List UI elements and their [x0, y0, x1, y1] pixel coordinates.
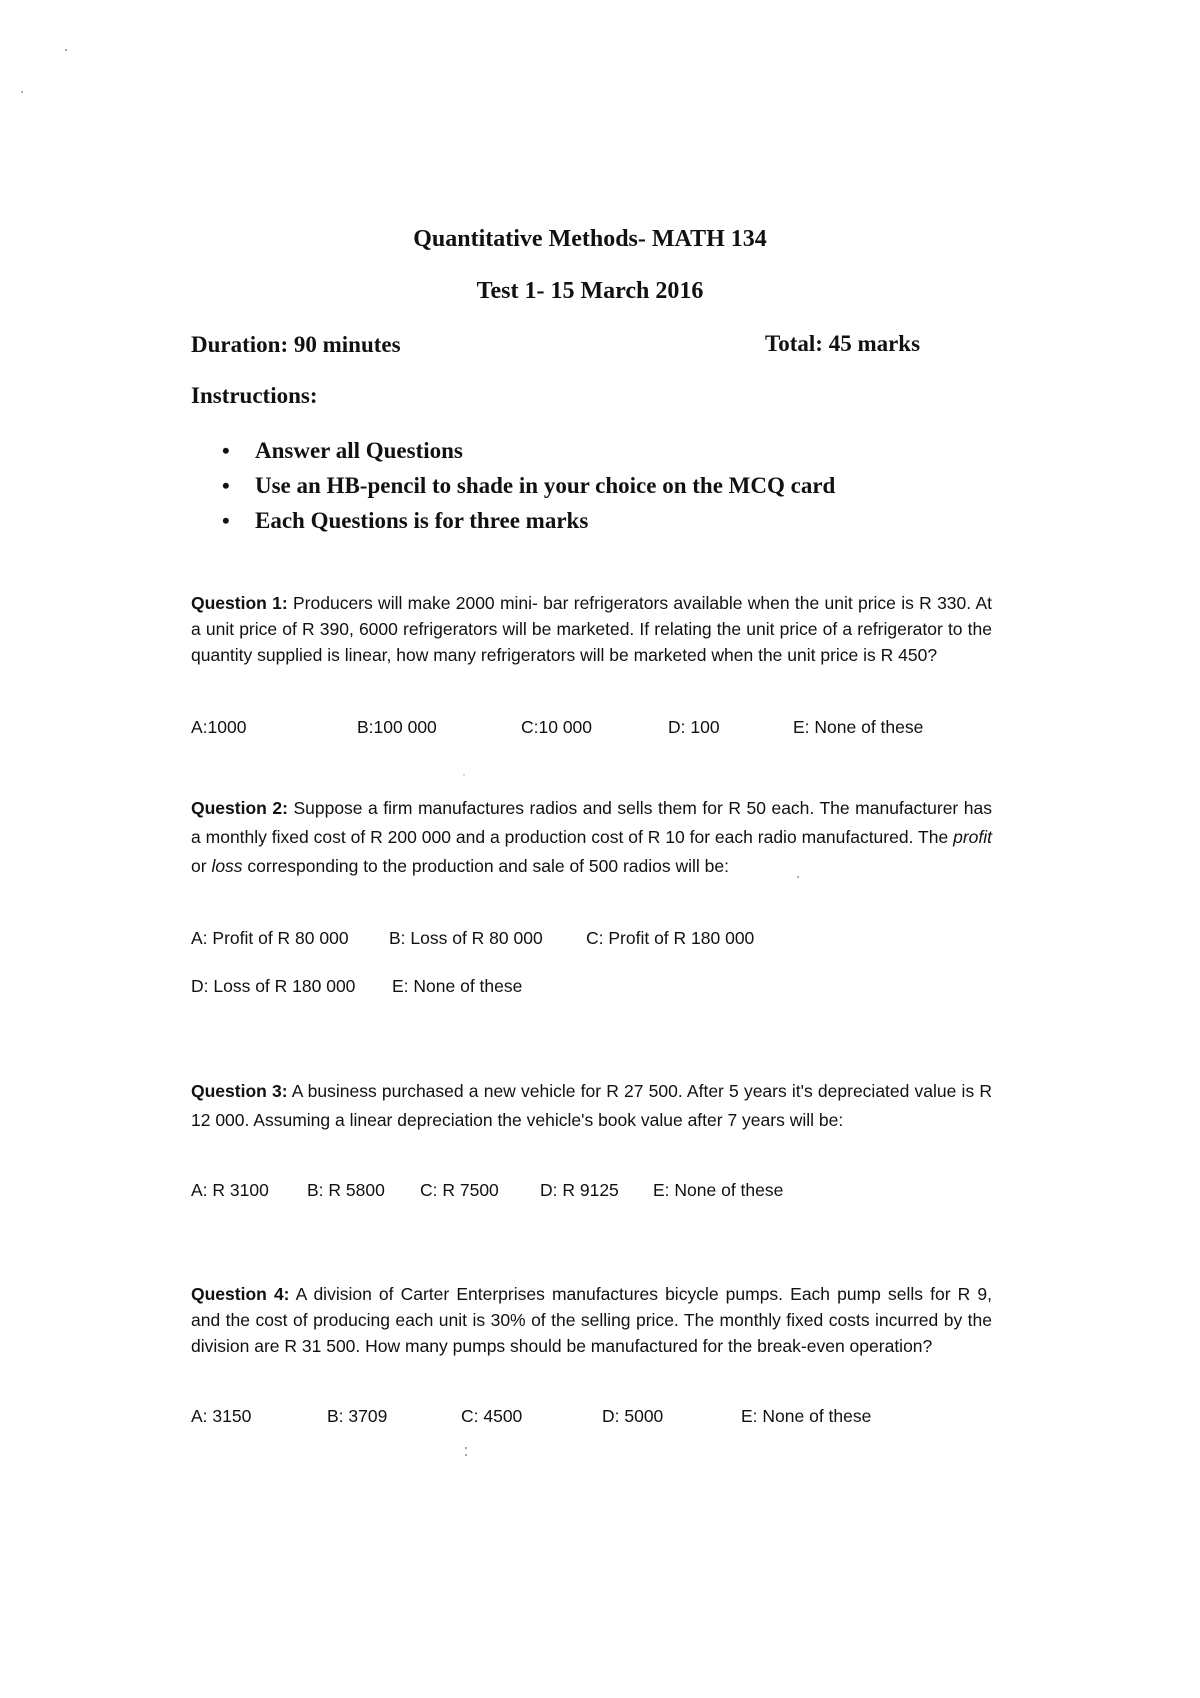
option-e: E: None of these — [741, 1406, 872, 1426]
option-a: A: 3150 — [191, 1406, 252, 1426]
question-1 — [191, 590, 992, 668]
instruction-text: Answer all Questions — [255, 438, 463, 463]
bullet-icon: • — [222, 473, 230, 498]
option-b: B: Loss of R 80 000 — [389, 928, 543, 948]
question-text-italic: loss — [211, 856, 243, 876]
course-title: Quantitative Methods- MATH 134 — [413, 226, 767, 252]
option-b: B: R 5800 — [307, 1180, 385, 1200]
question-text: Producers will make 2000 mini- bar refrigerators available when the unit price is R 330. At a unit price of R 390, 6000 refrigerators will be marketed. If relating the unit price of a refrigerator to the quantity supplied is linear, how many refrigerators will be marketed when the unit price is R 450? — [191, 593, 992, 665]
bullet-icon: • — [222, 508, 230, 533]
question-3 — [191, 1077, 992, 1135]
question-text: or — [191, 856, 212, 876]
option-e: E: None of these — [392, 976, 523, 996]
option-c: C: Profit of R 180 000 — [586, 928, 755, 948]
option-a: A: R 3100 — [191, 1180, 269, 1200]
option-c: C: 4500 — [461, 1406, 523, 1426]
option-b: B:100 000 — [357, 717, 437, 737]
question-label: Question 4: — [191, 1284, 290, 1304]
option-a: A: Profit of R 80 000 — [191, 928, 349, 948]
duration-label: Duration: 90 minutes — [191, 332, 401, 357]
question-text: Suppose a firm manufactures radios and sells them for R 50 each. The manufacturer has a monthly fixed cost of R 200 000 and a production cost of R 10 for each radio manufactured. The — [191, 798, 992, 847]
option-e: E: None of these — [793, 717, 924, 737]
option-a: A:1000 — [191, 717, 247, 737]
question-text-italic: profit — [953, 827, 992, 847]
option-d: D: 100 — [668, 717, 720, 737]
instruction-item — [222, 503, 835, 538]
question-4 — [191, 1281, 992, 1359]
option-d: D: R 9125 — [540, 1180, 619, 1200]
instructions-list — [222, 433, 835, 538]
option-c: C: R 7500 — [420, 1180, 499, 1200]
option-d: D: Loss of R 180 000 — [191, 976, 356, 996]
question-label: Question 1: — [191, 593, 288, 613]
question-label: Question 3: — [191, 1081, 288, 1101]
question-text: A division of Carter Enterprises manufactures bicycle pumps. Each pump sells for R 9, and the cost of producing each unit is 30% of the selling price. The monthly fixed costs incurred by the division are R 31 500. How many pumps should be manufactured for the break-even operation? — [191, 1284, 992, 1356]
question-text: A business purchased a new vehicle for R 27 500. After 5 years it's depreciated value is R 12 000. Assuming a linear depreciation the vehicle's book value after 7 years will be: — [191, 1081, 993, 1130]
test-title: Test 1- 15 March 2016 — [476, 278, 704, 304]
total-marks-label: Total: 45 marks — [765, 331, 921, 356]
instruction-text: Use an HB-pencil to shade in your choice on the MCQ card — [255, 473, 836, 498]
option-b: B: 3709 — [327, 1406, 388, 1426]
question-label: Question 2: — [191, 798, 288, 818]
question-text: corresponding to the production and sale of 500 radios will be: — [242, 856, 729, 876]
option-c: C:10 000 — [521, 717, 593, 737]
question-2 — [191, 794, 992, 881]
option-e: E: None of these — [653, 1180, 784, 1200]
instruction-item — [222, 433, 835, 468]
bullet-icon: • — [222, 438, 230, 463]
instruction-text: Each Questions is for three marks — [255, 508, 589, 533]
instructions-heading: Instructions: — [191, 383, 318, 408]
instruction-item — [222, 468, 835, 503]
option-d: D: 5000 — [602, 1406, 664, 1426]
